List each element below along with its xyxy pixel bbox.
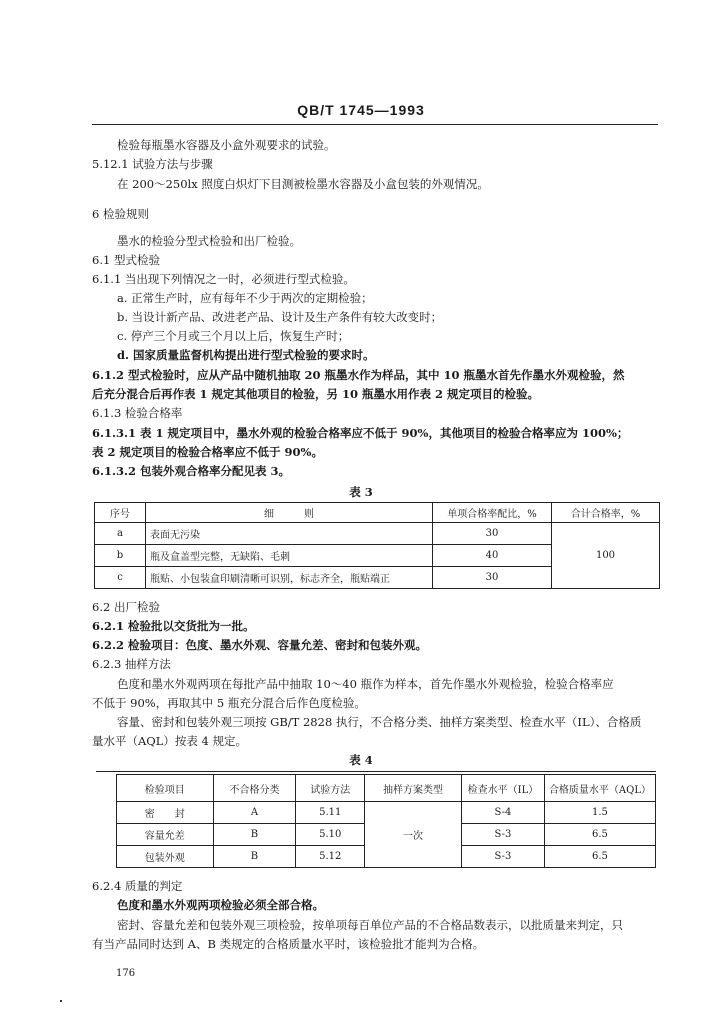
table-plan-cell: 一次 <box>365 802 462 868</box>
paragraph-line: 不低于 90%，再取其中 5 瓶充分混合后作色度检验。 <box>92 696 366 710</box>
paragraph-line: 色度和墨水外观两项在每批产品中抽取 10～40 瓶作为样本，首先作墨水外观检验，检验合格率应 <box>117 677 614 691</box>
section-heading: 6.2.3 抽样方法 <box>92 657 171 671</box>
table-cell: 容量允差 <box>117 824 214 846</box>
section-heading: 6.2.4 质量的判定 <box>92 879 183 893</box>
table-cell: B <box>213 824 296 846</box>
paragraph-line: 密封、容量允差和包装外观三项检验，按单项每百单位产品的不合格品数表示，以批质量来判定，只 <box>117 918 623 932</box>
paragraph-line: 检验每瓶墨水容器及小盒外观要求的试验。 <box>117 138 336 152</box>
table-4 <box>116 774 656 868</box>
list-item: c. 停产三个月或三个月以上后，恢复生产时； <box>117 329 350 343</box>
table-cell: S-3 <box>461 824 544 846</box>
table-cell: 30 <box>433 523 552 545</box>
paragraph-line: 后充分混合后再作表 1 规定其他项目的检验，另 10 瓶墨水用作表 2 规定项目的检验。 <box>92 387 540 401</box>
table-cell: 包装外观 <box>117 846 214 868</box>
section-heading: 6.1 型式检验 <box>92 253 160 267</box>
list-item: d. 国家质量监督机构提出进行型式检验的要求时。 <box>117 348 375 362</box>
table-header-cell: 试验方法 <box>296 775 365 802</box>
table-cell: 5.12 <box>296 846 365 868</box>
paragraph-line: 6.2.2 检验项目：色度、墨水外观、容量允差、密封和包装外观。 <box>92 638 428 652</box>
table-cell: 40 <box>433 545 552 567</box>
section-heading: 5.12.1 试验方法与步骤 <box>92 157 213 171</box>
table-header-cell: 抽样方案类型 <box>365 775 462 802</box>
header-rule <box>92 124 658 125</box>
table-row <box>117 802 656 824</box>
paragraph-line: 有当产品同时达到 A、B 类规定的合格质量水平时，该检验批才能判为合格。 <box>92 937 485 951</box>
table-header-cell: 不合格分类 <box>213 775 296 802</box>
table-3 <box>94 502 660 589</box>
table-header-cell: 序号 <box>95 503 146 523</box>
paragraph-line: 6.1.1 当出现下列情况之一时，必须进行型式检验。 <box>92 272 355 286</box>
table-header-cell: 细 则 <box>146 503 433 523</box>
scan-speck <box>60 1000 62 1002</box>
standard-header: QB/T 1745—1993 <box>297 102 425 118</box>
paragraph-line: 容量、密封和包装外观三项按 GB/T 2828 执行，不合格分类、抽样方案类型、检查水平（IL）、合格质 <box>117 715 642 729</box>
section-heading: 6.2 出厂检验 <box>92 600 160 614</box>
table-header-cell: 合格质量水平（AQL） <box>544 775 655 802</box>
table-header-cell: 合计合格率，% <box>552 503 660 523</box>
list-item: b. 当设计新产品、改进老产品、设计及生产条件有较大改变时； <box>117 310 443 324</box>
table-cell: 表面无污染 <box>146 523 433 545</box>
table-header-row <box>117 775 656 802</box>
section-heading: 6.1.3 检验合格率 <box>92 406 183 420</box>
section-heading: 6 检验规则 <box>92 207 149 221</box>
paragraph-line: 墨水的检验分型式检验和出厂检验。 <box>117 234 301 248</box>
paragraph-line: 表 2 规定项目的检验合格率应不低于 90%。 <box>92 445 323 459</box>
table-header-row <box>95 503 660 523</box>
table-cell: 5.11 <box>296 802 365 824</box>
table-cell: 瓶及盒盖型完整，无缺陷、毛刺 <box>146 545 433 567</box>
table-header-cell: 单项合格率配比，% <box>433 503 552 523</box>
paragraph-line: 6.2.1 检验批以交货批为一批。 <box>92 619 255 633</box>
paragraph-line: 6.1.3.2 包装外观合格率分配见表 3。 <box>92 464 291 478</box>
table-cell: S-3 <box>461 846 544 868</box>
table-cell: 密 封 <box>117 802 214 824</box>
table-total-cell: 100 <box>552 523 660 589</box>
table-cell: 5.10 <box>296 824 365 846</box>
paragraph-line: 6.1.3.1 表 1 规定项目中，墨水外观的检验合格率应不低于 90%，其他项目的检验合格率应为 100%； <box>92 426 629 440</box>
paragraph-line: 色度和墨水外观两项检验必须全部合格。 <box>117 898 324 912</box>
table3-caption: 表 3 <box>349 485 373 499</box>
paragraph-line: 量水平（AQL）按表 4 规定。 <box>92 734 247 748</box>
paragraph-line: 6.1.2 型式检验时，应从产品中随机抽取 20 瓶墨水作为样品，其中 10 瓶墨水首先作墨水外观检验，然 <box>92 368 625 382</box>
table-cell: 6.5 <box>544 824 655 846</box>
table-cell: 1.5 <box>544 802 655 824</box>
list-item: a. 正常生产时，应有每年不少于两次的定期检验； <box>117 291 373 305</box>
table4-top-rule <box>96 771 656 772</box>
table-cell: 30 <box>433 567 552 589</box>
table-cell: S-4 <box>461 802 544 824</box>
table-cell: a <box>95 523 146 545</box>
table-header-cell: 检查水平（IL） <box>461 775 544 802</box>
table4-caption: 表 4 <box>349 753 373 767</box>
table-cell: B <box>213 846 296 868</box>
table-cell: b <box>95 545 146 567</box>
table-cell: A <box>213 802 296 824</box>
table-cell: 6.5 <box>544 846 655 868</box>
table-cell: 瓶贴、小包装盒印刷清晰可识别，标志齐全，瓶贴端正 <box>146 567 433 589</box>
table-header-cell: 检验项目 <box>117 775 214 802</box>
page-number: 176 <box>116 968 136 979</box>
table-row <box>95 523 660 545</box>
table-cell: c <box>95 567 146 589</box>
paragraph-line: 在 200～250lx 照度白炽灯下目测被检墨水容器及小盒包装的外观情况。 <box>117 177 489 191</box>
